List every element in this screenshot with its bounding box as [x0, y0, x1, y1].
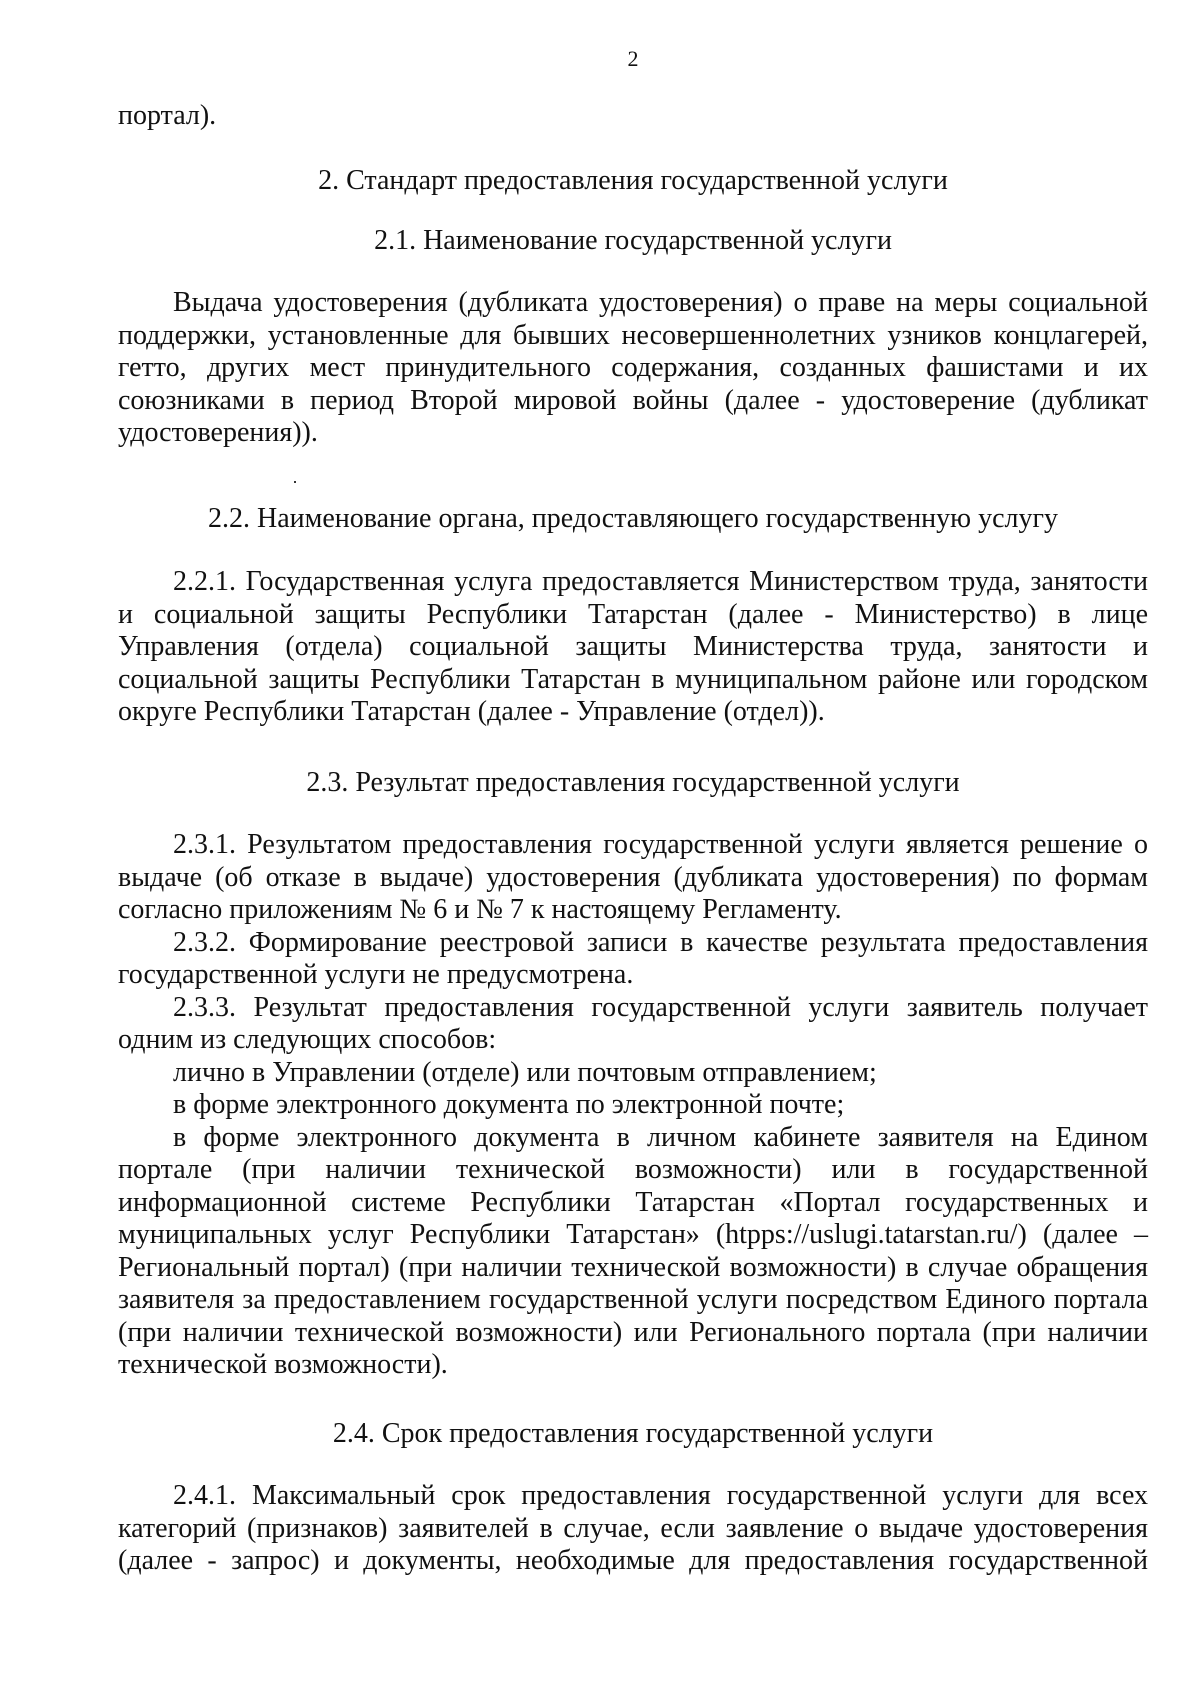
delivery-way-3: в форме электронного документа в личном кабинете заявителя на Едином портале (при наличии технической возможности) или в государственной информационной системе Республики Татарстан «Портал государственных и муниципальных услуг Республики Татарстан» (htpps://uslugi.tatarstan.ru/) (далее – Региональный портал) (при наличии технической возможности) в случае обращения заявителя за предоставлением государственной услуги посредством Единого портала (при наличии технической возможности) или Регионального портала (при наличии технической возможности).: [118, 1121, 1148, 1380]
section-2-2-body: [118, 566, 1148, 729]
delivery-way-1: лично в Управлении (отделе) или почтовым отправлением;: [173, 1056, 877, 1088]
section-2-1-title: 2.1. Наименование государственной услуги: [374, 225, 892, 256]
carryover-text: портал).: [118, 100, 217, 131]
section-2-1-body: [118, 287, 1148, 450]
section-2-title: 2. Стандарт предоставления государственной услуги: [318, 165, 948, 196]
section-2-3-title: 2.3. Результат предоставления государственной услуги: [306, 767, 960, 798]
paragraph-2-2-1: 2.2.1. Государственная услуга предоставляется Министерством труда, занятости и социальной защиты Республики Татарстан (далее - Министерство) в лице Управления (отдела) социальной защиты Министерства труда, занятости и социальной защиты Республики Татарстан в муниципальном районе или городском округе Республики Татарстан (далее - Управление (отдел)).: [118, 566, 1148, 727]
paragraph-2-4-1: 2.4.1. Максимальный срок предоставления государственной услуги для всех категорий (признаков) заявителей в случае, если заявление о выдаче удостоверения (далее - запрос) и документы, необходимые для предоставления государственной: [118, 1480, 1148, 1576]
paragraph-2-3-3: 2.3.3. Результат предоставления государственной услуги заявитель получает одним из следующих способов:: [118, 991, 1148, 1055]
paragraph-2-3-2: 2.3.2. Формирование реестровой записи в качестве результата предоставления государственной услуги не предусмотрена.: [118, 926, 1148, 990]
delivery-way-2: в форме электронного документа по электронной почте;: [173, 1089, 845, 1120]
section-2-1-heading-block: [118, 225, 1148, 258]
carryover-text-block: [118, 100, 1148, 133]
section-2-4-heading-block: [118, 1418, 1148, 1451]
scan-speck: [294, 481, 296, 483]
section-2-4-title: 2.4. Срок предоставления государственной услуги: [332, 1418, 934, 1449]
section-2-3-heading-block: [118, 767, 1148, 800]
section-2-2-heading-block: [118, 503, 1148, 536]
section-2-4-body: [118, 1480, 1148, 1578]
paragraph-2-3-1: 2.3.1. Результатом предоставления государственной услуги является решение о выдаче (об отказе в выдаче) удостоверения (дубликата удостоверения) по формам согласно приложениям № 6 и № 7 к настоящему Регламенту.: [118, 829, 1148, 925]
page-number: 2: [627, 46, 639, 71]
section-2-2-title: 2.2. Наименование органа, предоставляющего государственную услугу: [208, 503, 1058, 534]
section-2-heading-block: [118, 165, 1148, 198]
section-2-3-body: [118, 829, 1148, 1382]
section-2-1-paragraph: Выдача удостоверения (дубликата удостоверения) о праве на меры социальной поддержки, установленные для бывших несовершеннолетних узников концлагерей, гетто, других мест принудительного содержания, созданных фашистами и их союзниками в период Второй мировой войны (далее - удостоверение (дубликат удостоверения)).: [118, 287, 1148, 448]
